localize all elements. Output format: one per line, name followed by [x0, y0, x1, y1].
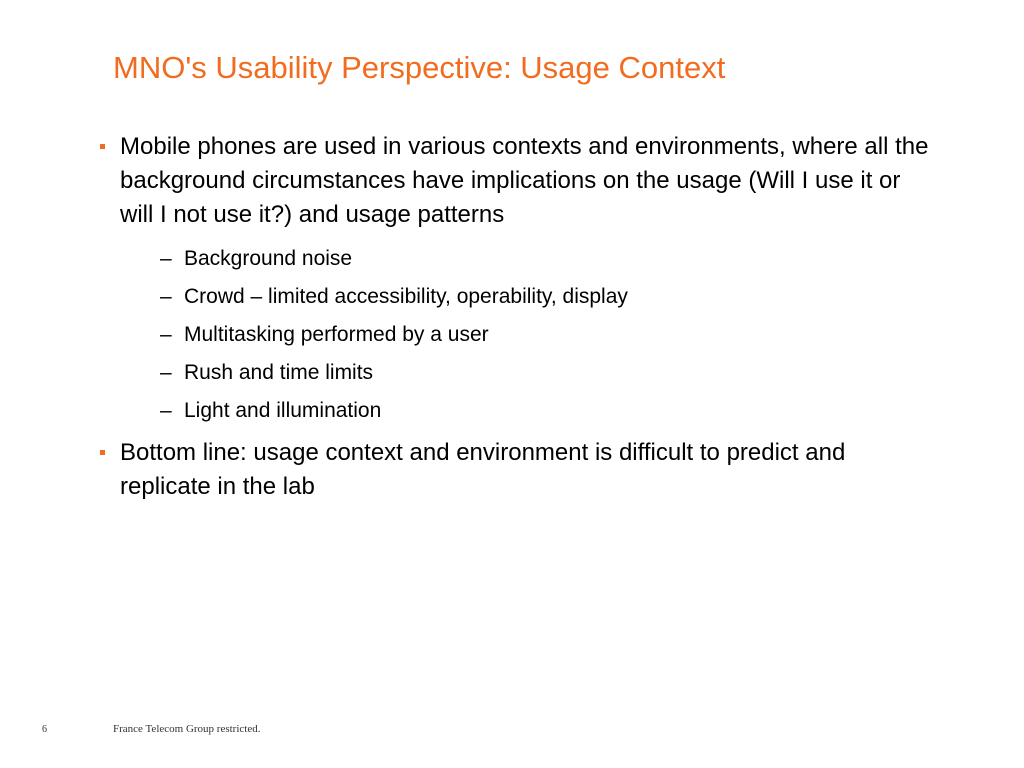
bullet-item [96, 436, 936, 504]
square-bullet-icon [100, 144, 105, 149]
dash-marker: – [160, 323, 172, 346]
dash-marker: – [160, 399, 172, 422]
dash-marker: – [160, 247, 172, 270]
dash-marker: – [160, 361, 172, 384]
bullet-item [96, 130, 936, 430]
sub-bullet-text: Crowd – limited accessibility, operability, display [184, 285, 628, 308]
sub-bullet-text: Rush and time limits [184, 361, 374, 384]
sub-bullet-text: Multitasking performed by a user [184, 323, 489, 346]
page-number: 6 [42, 724, 47, 735]
bullet-text: Mobile phones are used in various contexts and environments, where all the background circumstances have implications on the usage (Will I use it or will I not use it?) and usage patterns [120, 133, 929, 228]
square-bullet-icon [100, 450, 105, 455]
dash-marker: – [160, 285, 172, 308]
sub-bullet-item [160, 316, 936, 354]
sub-bullet-item [160, 392, 936, 430]
sub-bullet-text: Background noise [184, 247, 353, 270]
bullet-text: Bottom line: usage context and environment is difficult to predict and replicate in the lab [120, 439, 846, 500]
sub-bullet-list [120, 240, 936, 430]
slide-title: MNO's Usability Perspective: Usage Context [113, 50, 726, 85]
sub-bullet-item [160, 278, 936, 316]
sub-bullet-item [160, 240, 936, 278]
sub-bullet-text: Light and illumination [184, 399, 382, 422]
sub-bullet-item [160, 354, 936, 392]
footer-confidentiality-notice: France Telecom Group restricted. [113, 723, 261, 735]
bullet-list [96, 130, 936, 504]
